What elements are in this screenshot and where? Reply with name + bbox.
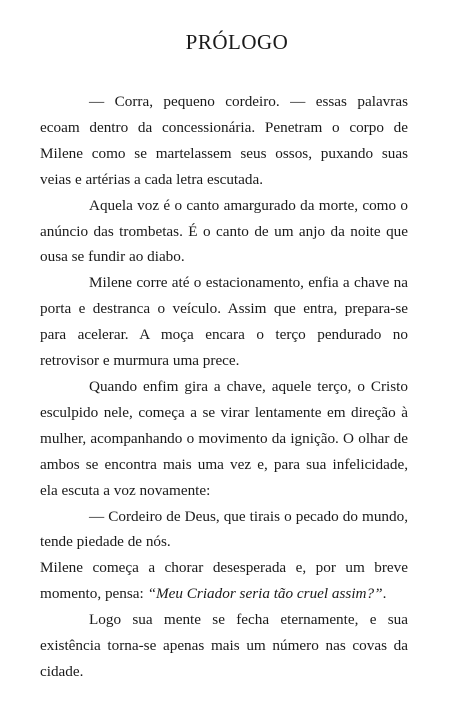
chapter-body — [40, 89, 408, 685]
paragraph: Aquela voz é o canto amargurado da morte, como o anúncio das trombetas. É o canto de um anjo da noite que ousa se fundir ao diabo. — [40, 196, 408, 266]
paragraph: Milene corre até o estacionamento, enfia a chave na porta e destranca o veículo. Assim que entra, prepara-se para acelerar. A moça encara o terço pendurado no retrovisor e murmura uma prece. — [40, 274, 408, 370]
italic-thought: “Meu Criador seria tão cruel assim?” — [147, 585, 383, 603]
paragraph-text: Milene começa a chorar desesperada e, por um breve momento, pensa: — [40, 559, 408, 603]
paragraph: — Corra, pequeno cordeiro. — essas palavras ecoam dentro da concessionária. Penetram o corpo de Milene como se martelassem seus ossos, puxando suas veias e artérias a cada letra escutada. — [40, 93, 408, 188]
paragraph-end: . — [382, 585, 387, 603]
paragraph: Logo sua mente se fecha eternamente, e sua existência torna-se apenas mais um número nas covas da cidade. — [40, 611, 408, 680]
paragraph: Quando enfim gira a chave, aquele terço, o Cristo esculpido nele, começa a se virar lentamente em direção à mulher, acompanhando o movimento da ignição. O olhar de ambos se encontra mais uma vez e, para sua infelicidade, ela escuta a voz novamente: — [40, 377, 408, 499]
paragraph: — Cordeiro de Deus, que tirais o pecado do mundo, tende piedade de nós. — [40, 507, 408, 551]
chapter-title: PRÓLOGO — [185, 30, 289, 54]
paragraph — [40, 555, 408, 607]
